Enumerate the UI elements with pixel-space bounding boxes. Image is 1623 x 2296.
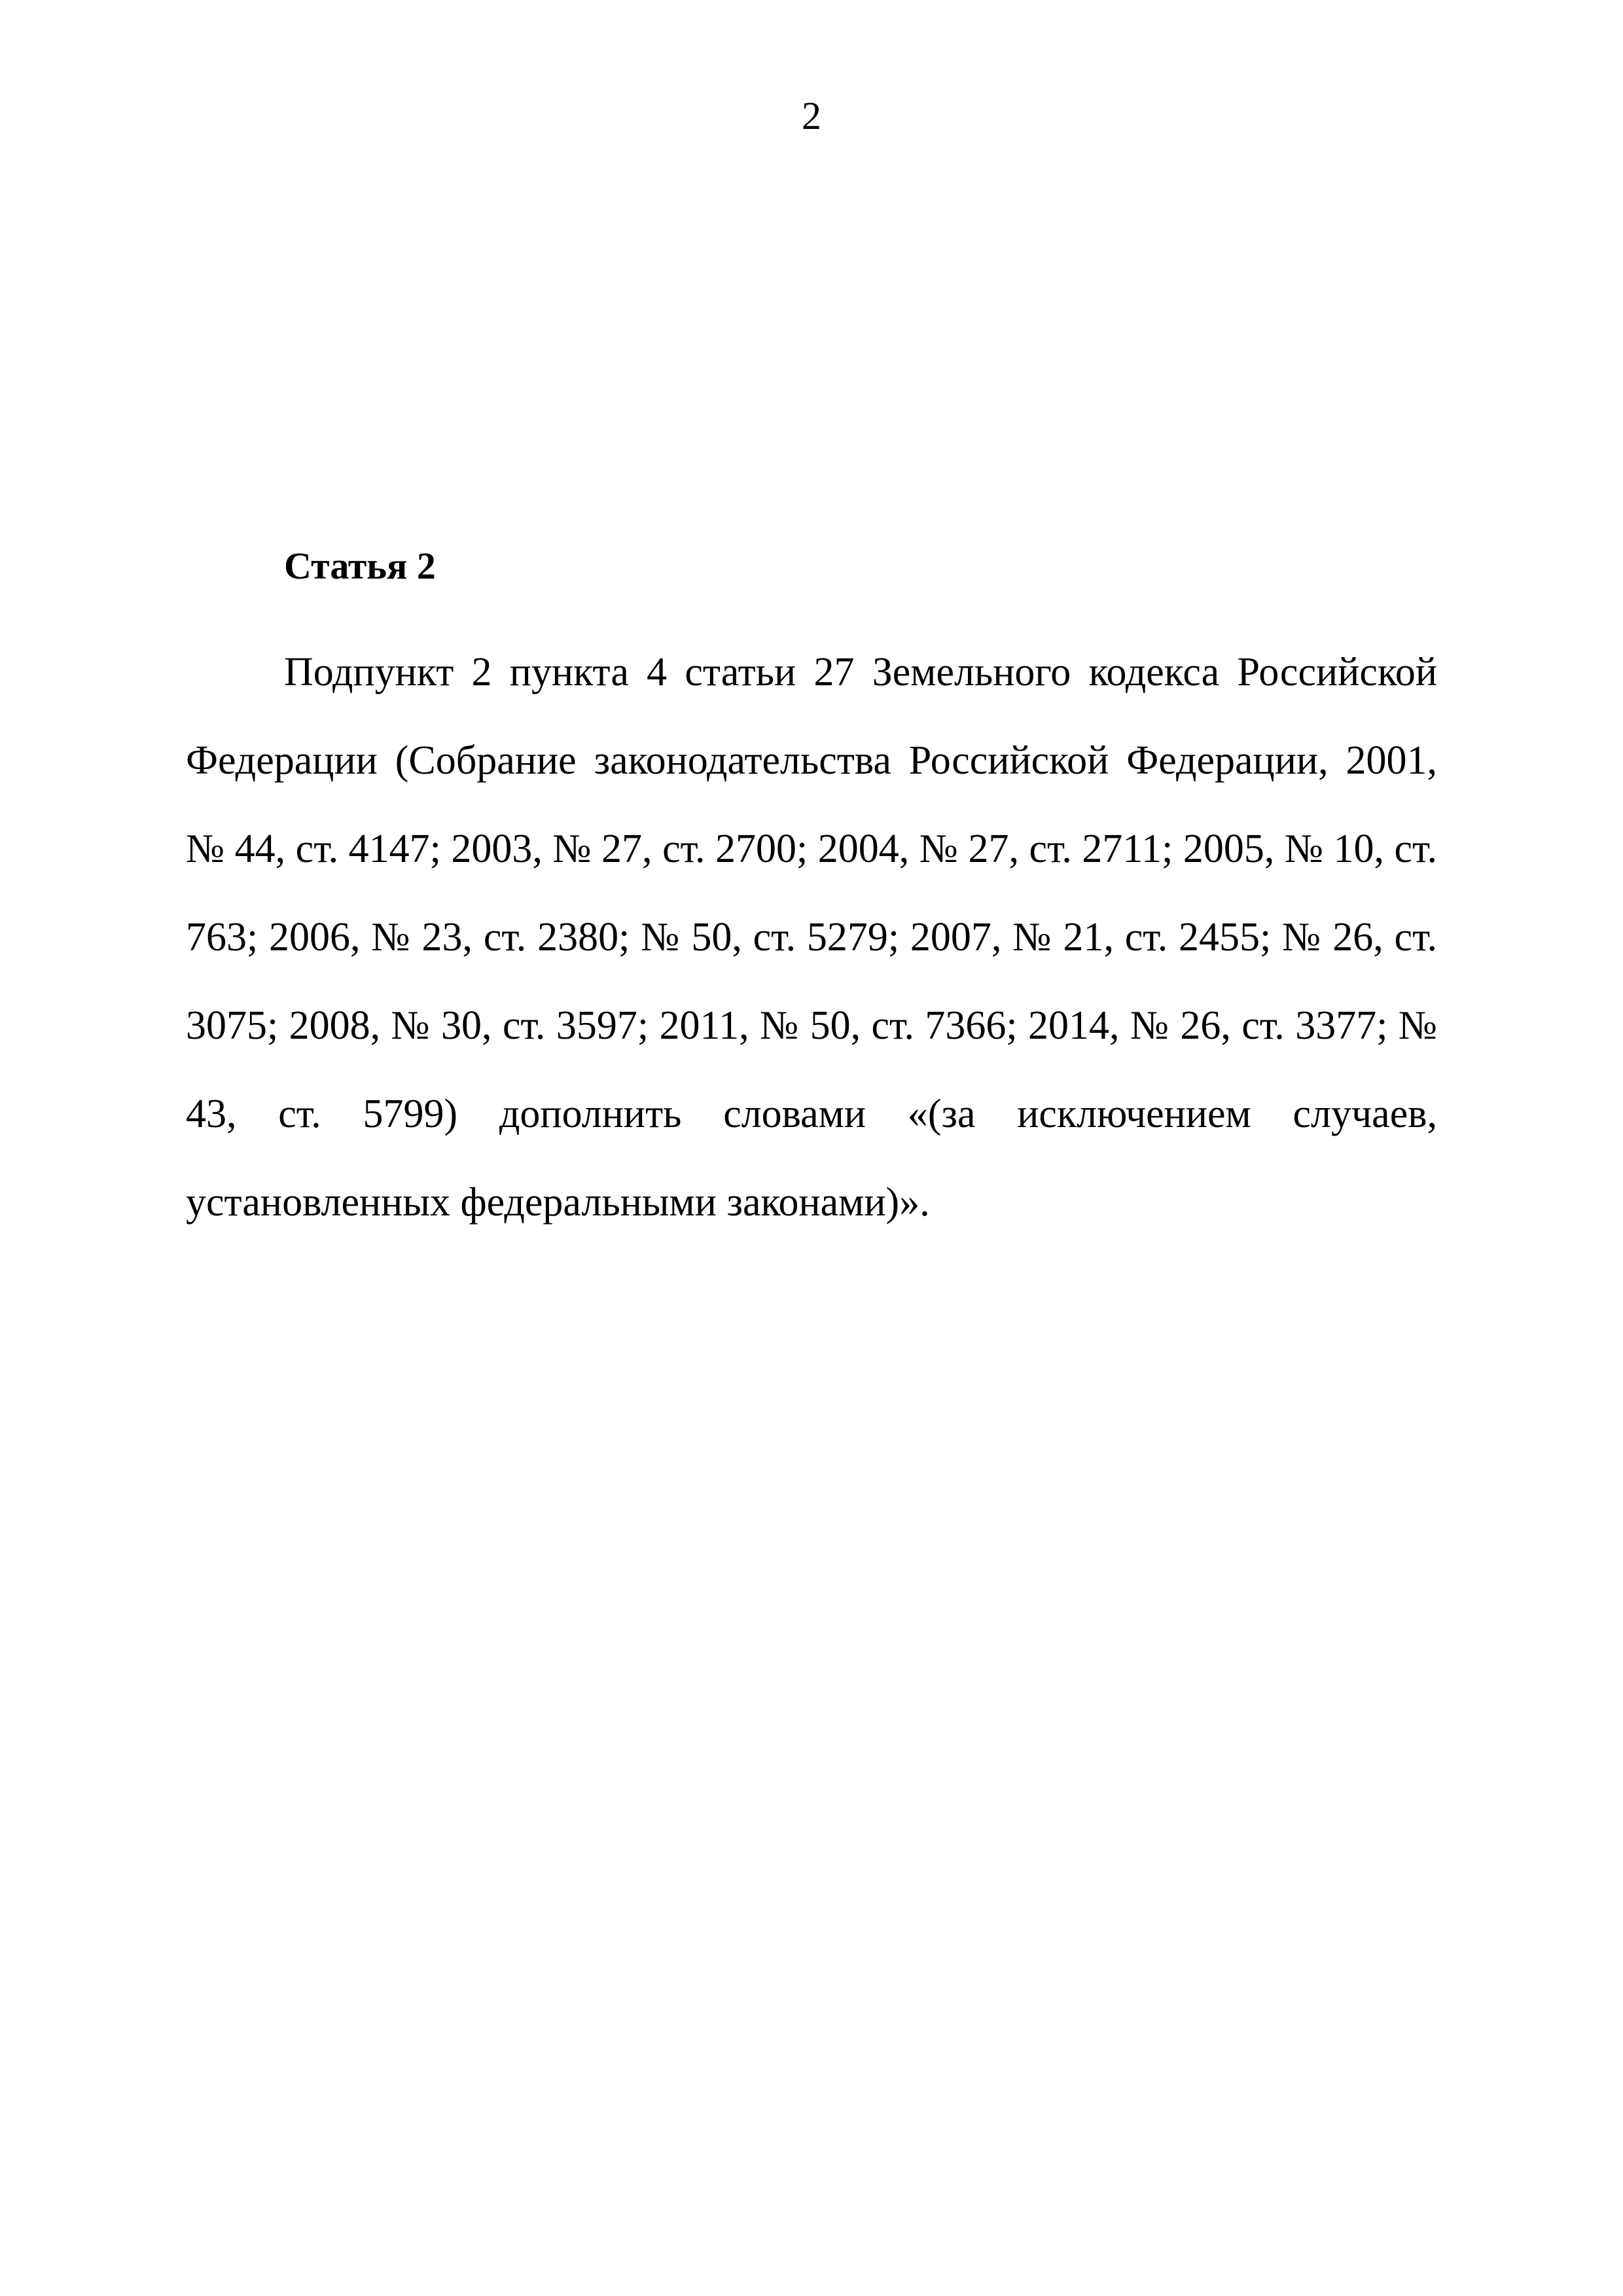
page-number: 2 — [802, 94, 821, 137]
article-body: Подпункт 2 пункта 4 статьи 27 Земельного кодекса Российской Федерации (Собрание законодательства Российской Федерации, 2001, № 44, ст. 4147; 2003, № 27, ст. 2700; 2004, № 27, ст. 2711; 2005, № 10, ст. 763; 2006, № 23, ст. 2380; № 50, ст. 5279; 2007, № 21, ст. 2455; № 26, ст. 3075; 2008, № 30, ст. 3597; 2011, № 50, ст. 7366; 2014, № 26, ст. 3377; № 43, ст. 5799) дополнить словами «(за исключением случаев, установленных федеральными законами)». — [186, 650, 1437, 1225]
article-title: Статья 2 — [284, 545, 436, 587]
